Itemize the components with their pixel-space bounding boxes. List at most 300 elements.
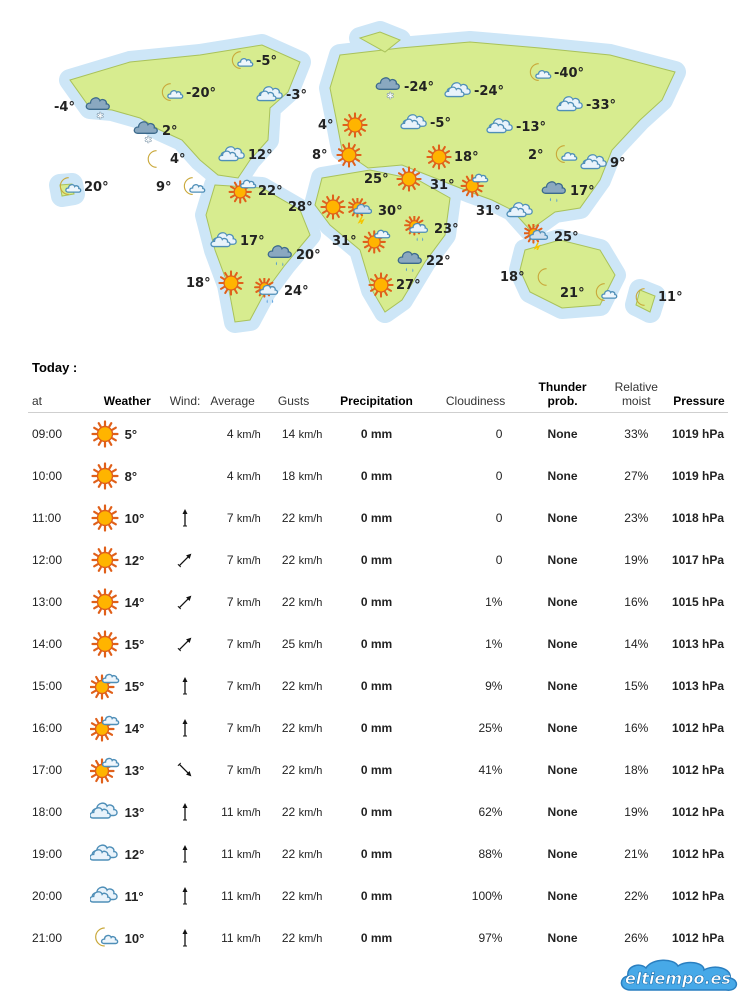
unit-kmh: km/h <box>236 765 261 777</box>
unit-kmh: km/h <box>236 681 261 693</box>
row-pressure: 1019 hPa <box>671 427 724 441</box>
row-cloudiness: 0 <box>495 553 503 567</box>
map-temperature-label: 4° <box>170 152 186 167</box>
map-weather-icon-moon-icon[interactable] <box>628 284 658 310</box>
map-temperature-label: 25° <box>554 230 579 245</box>
row-pressure: 1012 hPa <box>671 763 724 777</box>
wind-arrow-north-icon <box>168 707 203 749</box>
forecast-row <box>28 665 728 707</box>
forecast-row <box>28 707 728 749</box>
row-pressure: 1013 hPa <box>671 679 724 693</box>
map-weather-icon-moon-cloud-icon[interactable] <box>156 80 186 106</box>
cloud-icon <box>87 791 123 833</box>
map-temperature-label: 12° <box>248 148 273 163</box>
cloud-icon <box>87 875 123 917</box>
row-thunder-prob: None <box>547 805 578 819</box>
row-cloudiness: 97% <box>478 931 503 945</box>
wind-arrow-north-icon <box>168 665 203 707</box>
map-temperature-label: 18° <box>186 276 211 291</box>
row-gusts <box>263 917 325 959</box>
map-temperature-label: -3° <box>286 88 307 103</box>
row-average-wind <box>202 413 262 456</box>
map-weather-icon-sun-icon[interactable] <box>318 194 348 220</box>
unit-kmh: km/h <box>298 849 323 861</box>
row-temperature: 10° <box>124 930 145 946</box>
row-pressure: 1019 hPa <box>671 469 724 483</box>
map-temperature-label: -20° <box>186 86 216 101</box>
row-average-wind <box>202 623 262 665</box>
row-pressure: 1012 hPa <box>671 805 724 819</box>
map-weather-icon-snow-cloud-icon[interactable] <box>132 118 162 144</box>
gust-value: 22 <box>281 721 296 735</box>
map-weather-icon-sun-icon[interactable] <box>334 142 364 168</box>
map-temperature-label: -5° <box>256 54 277 69</box>
map-weather-icon-sun-icon[interactable] <box>340 112 370 138</box>
header-average: Average <box>202 376 262 413</box>
map-temperature-label: 2° <box>162 124 178 139</box>
row-precipitation: 0 mm <box>360 427 393 441</box>
row-pressure: 1012 hPa <box>671 931 724 945</box>
map-weather-icon-cloud-icon[interactable] <box>444 78 474 104</box>
unit-kmh: km/h <box>236 471 261 483</box>
unit-kmh: km/h <box>236 933 261 945</box>
map-temperature-label: 2° <box>528 148 544 163</box>
row-thunder-prob: None <box>547 469 578 483</box>
row-time: 14:00 <box>32 637 63 651</box>
row-relative-moist: 26% <box>624 931 649 945</box>
row-precipitation: 0 mm <box>360 595 393 609</box>
row-gusts <box>263 455 325 497</box>
row-cloudiness: 41% <box>478 763 503 777</box>
row-cloudiness: 0 <box>495 427 503 441</box>
map-temperature-label: 25° <box>364 172 389 187</box>
unit-kmh: km/h <box>298 933 323 945</box>
row-cloudiness: 0 <box>495 511 503 525</box>
wind-arrow-north-icon <box>168 791 203 833</box>
gust-value: 22 <box>281 931 296 945</box>
row-precipitation: 0 mm <box>360 763 393 777</box>
map-temperature-label: 21° <box>560 286 585 301</box>
average-wind-value: 11 <box>221 805 234 819</box>
sun-icon <box>87 539 123 581</box>
average-wind-value: 7 <box>226 637 234 651</box>
forecast-row <box>28 455 728 497</box>
header-precipitation: Precipitation <box>324 376 428 413</box>
row-temperature: 15° <box>124 636 145 652</box>
row-precipitation: 0 mm <box>360 679 393 693</box>
row-pressure: 1017 hPa <box>671 553 724 567</box>
row-gusts <box>263 623 325 665</box>
gust-value: 22 <box>281 679 296 693</box>
unit-kmh: km/h <box>298 891 323 903</box>
forecast-row <box>28 749 728 791</box>
gust-value: 22 <box>281 847 296 861</box>
row-precipitation: 0 mm <box>360 847 393 861</box>
row-cloudiness: 25% <box>478 721 503 735</box>
map-weather-icon-rain-cloud-icon[interactable] <box>540 178 570 204</box>
row-average-wind <box>202 875 262 917</box>
row-time: 17:00 <box>32 763 63 777</box>
row-gusts <box>263 749 325 791</box>
row-average-wind <box>202 917 262 959</box>
row-relative-moist: 18% <box>624 763 649 777</box>
row-pressure: 1012 hPa <box>671 847 724 861</box>
sun-cloud-icon <box>87 749 123 791</box>
sun-cloud-icon <box>87 665 123 707</box>
map-temperature-label: 24° <box>284 284 309 299</box>
gust-value: 22 <box>281 889 296 903</box>
row-thunder-prob: None <box>547 679 578 693</box>
row-cloudiness: 88% <box>478 847 503 861</box>
row-relative-moist: 16% <box>624 721 649 735</box>
map-weather-icon-sun-icon[interactable] <box>394 166 424 192</box>
map-temperature-label: 17° <box>240 234 265 249</box>
sun-icon <box>87 413 123 456</box>
svg-text:✱: ✱ <box>144 135 152 144</box>
row-pressure: 1012 hPa <box>671 721 724 735</box>
map-temperature-label: 20° <box>296 248 321 263</box>
header-thunder-prob: Thunder prob. <box>522 376 602 413</box>
row-thunder-prob: None <box>547 889 578 903</box>
row-relative-moist: 33% <box>624 427 649 441</box>
logo-text: eltiempo.es <box>625 969 731 988</box>
unit-kmh: km/h <box>236 597 261 609</box>
map-weather-icon-moon-cloud-icon[interactable] <box>178 174 208 200</box>
forecast-row <box>28 413 728 456</box>
row-thunder-prob: None <box>547 847 578 861</box>
unit-kmh: km/h <box>298 723 323 735</box>
row-relative-moist: 14% <box>624 637 649 651</box>
row-average-wind <box>202 539 262 581</box>
wind-arrow-none-icon <box>168 413 203 456</box>
unit-kmh: km/h <box>236 639 261 651</box>
map-weather-icon-rain-sun-icon[interactable] <box>404 216 434 242</box>
unit-kmh: km/h <box>236 429 261 441</box>
average-wind-value: 11 <box>221 931 234 945</box>
wind-arrow-north-east-icon <box>168 623 203 665</box>
world-weather-map[interactable] <box>0 0 750 350</box>
map-temperature-label: 9° <box>156 180 172 195</box>
row-average-wind <box>202 581 262 623</box>
map-temperature-label: -40° <box>554 66 584 81</box>
map-weather-icon-snow-cloud-icon[interactable] <box>84 94 114 120</box>
today-heading: Today : <box>32 360 78 375</box>
eltiempo-logo[interactable] <box>616 956 742 994</box>
average-wind-value: 7 <box>226 553 234 567</box>
map-temperature-label: 8° <box>312 148 328 163</box>
map-temperature-label: 31° <box>476 204 501 219</box>
row-average-wind <box>202 707 262 749</box>
unit-kmh: km/h <box>298 513 323 525</box>
sun-cloud-icon <box>87 707 123 749</box>
unit-kmh: km/h <box>298 681 323 693</box>
row-cloudiness: 100% <box>471 889 503 903</box>
row-gusts <box>263 539 325 581</box>
header-gusts: Gusts <box>263 376 325 413</box>
unit-kmh: km/h <box>298 807 323 819</box>
row-cloudiness: 0 <box>495 469 503 483</box>
gust-value: 22 <box>281 805 296 819</box>
row-time: 12:00 <box>32 553 63 567</box>
map-weather-icon-snow-cloud-icon[interactable] <box>374 74 404 100</box>
row-relative-moist: 21% <box>624 847 649 861</box>
map-temperature-label: 31° <box>430 178 455 193</box>
header-wind: Wind: <box>168 376 203 413</box>
sun-icon <box>87 581 123 623</box>
row-precipitation: 0 mm <box>360 805 393 819</box>
svg-text:✱: ✱ <box>96 111 104 120</box>
row-average-wind <box>202 749 262 791</box>
map-temperature-label: -5° <box>430 116 451 131</box>
map-temperature-label: -24° <box>474 84 504 99</box>
table-header-row <box>28 376 728 413</box>
row-relative-moist: 22% <box>624 889 649 903</box>
unit-kmh: km/h <box>298 765 323 777</box>
row-thunder-prob: None <box>547 427 578 441</box>
map-weather-icon-sun-cloud-icon[interactable] <box>228 178 258 204</box>
map-weather-icon-rain-cloud-icon[interactable] <box>396 248 426 274</box>
logo-cloud-graphic <box>616 956 742 994</box>
row-average-wind <box>202 665 262 707</box>
row-cloudiness: 9% <box>485 679 503 693</box>
row-temperature: 14° <box>124 720 145 736</box>
row-pressure: 1012 hPa <box>671 889 724 903</box>
map-weather-icon-cloud-icon[interactable] <box>556 92 586 118</box>
row-temperature: 12° <box>124 552 145 568</box>
gust-value: 14 <box>281 427 296 441</box>
row-time: 15:00 <box>32 679 63 693</box>
svg-text:✱: ✱ <box>386 91 394 100</box>
row-gusts <box>263 875 325 917</box>
sun-icon <box>87 455 123 497</box>
map-weather-icon-cloud-icon[interactable] <box>506 198 536 224</box>
cloud-icon <box>87 833 123 875</box>
row-precipitation: 0 mm <box>360 721 393 735</box>
map-temperature-label: -13° <box>516 120 546 135</box>
row-relative-moist: 15% <box>624 679 649 693</box>
map-weather-icon-rain-cloud-icon[interactable] <box>266 242 296 268</box>
map-weather-icon-moon-cloud-icon[interactable] <box>550 142 580 168</box>
row-thunder-prob: None <box>547 763 578 777</box>
header-pressure: Pressure <box>670 376 728 413</box>
header-at: at <box>28 376 87 413</box>
map-temperature-label: 17° <box>570 184 595 199</box>
row-time: 10:00 <box>32 469 63 483</box>
forecast-row <box>28 875 728 917</box>
row-precipitation: 0 mm <box>360 889 393 903</box>
map-temperature-label: 27° <box>396 278 421 293</box>
average-wind-value: 7 <box>226 511 234 525</box>
row-temperature: 13° <box>124 762 145 778</box>
forecast-row <box>28 623 728 665</box>
map-weather-icon-cloud-icon[interactable] <box>210 228 240 254</box>
map-weather-icon-moon-cloud-icon[interactable] <box>590 280 620 306</box>
row-precipitation: 0 mm <box>360 553 393 567</box>
row-gusts <box>263 497 325 539</box>
wind-arrow-north-icon <box>168 497 203 539</box>
row-pressure: 1018 hPa <box>671 511 724 525</box>
unit-kmh: km/h <box>298 471 323 483</box>
row-relative-moist: 16% <box>624 595 649 609</box>
row-time: 19:00 <box>32 847 63 861</box>
row-average-wind <box>202 791 262 833</box>
row-average-wind <box>202 497 262 539</box>
row-precipitation: 0 mm <box>360 931 393 945</box>
gust-value: 22 <box>281 553 296 567</box>
row-precipitation: 0 mm <box>360 469 393 483</box>
map-temperature-label: 22° <box>258 184 283 199</box>
row-gusts <box>263 791 325 833</box>
map-temperature-label: 23° <box>434 222 459 237</box>
row-relative-moist: 27% <box>624 469 649 483</box>
wind-arrow-north-icon <box>168 833 203 875</box>
row-temperature: 15° <box>124 678 145 694</box>
forecast-row <box>28 791 728 833</box>
gust-value: 22 <box>281 511 296 525</box>
row-cloudiness: 62% <box>478 805 503 819</box>
map-weather-icon-moon-cloud-icon[interactable] <box>226 48 256 74</box>
row-precipitation: 0 mm <box>360 511 393 525</box>
map-weather-icon-sun-icon[interactable] <box>424 144 454 170</box>
wind-arrow-north-icon <box>168 917 203 959</box>
unit-kmh: km/h <box>236 723 261 735</box>
unit-kmh: km/h <box>236 849 261 861</box>
average-wind-value: 7 <box>226 763 234 777</box>
average-wind-value: 7 <box>226 721 234 735</box>
sun-icon <box>87 623 123 665</box>
wind-arrow-south-east-icon <box>168 749 203 791</box>
map-weather-icon-sun-cloud-icon[interactable] <box>460 172 490 198</box>
map-weather-icon-moon-cloud-icon[interactable] <box>54 174 84 200</box>
row-temperature: 10° <box>124 510 145 526</box>
row-gusts <box>263 707 325 749</box>
map-temperature-label: -24° <box>404 80 434 95</box>
forecast-row <box>28 539 728 581</box>
row-gusts <box>263 413 325 456</box>
row-pressure: 1015 hPa <box>671 595 724 609</box>
average-wind-value: 7 <box>226 595 234 609</box>
unit-kmh: km/h <box>236 555 261 567</box>
wind-arrow-north-east-icon <box>168 539 203 581</box>
map-weather-icon-cloud-icon[interactable] <box>218 142 248 168</box>
map-temperature-label: 4° <box>318 118 334 133</box>
map-weather-icon-moon-icon[interactable] <box>140 146 170 172</box>
unit-kmh: km/h <box>298 429 323 441</box>
gust-value: 18 <box>281 469 296 483</box>
average-wind-value: 11 <box>221 889 234 903</box>
hourly-forecast-table <box>28 376 728 959</box>
unit-kmh: km/h <box>236 891 261 903</box>
map-weather-icon-sun-icon[interactable] <box>366 272 396 298</box>
row-time: 13:00 <box>32 595 63 609</box>
map-weather-icon-cloud-icon[interactable] <box>256 82 286 108</box>
row-relative-moist: 19% <box>624 553 649 567</box>
unit-kmh: km/h <box>236 807 261 819</box>
row-thunder-prob: None <box>547 721 578 735</box>
wind-arrow-none-icon <box>168 455 203 497</box>
map-temperature-label: 28° <box>288 200 313 215</box>
map-weather-icon-rain-sun-icon[interactable] <box>254 278 284 304</box>
map-weather-icon-moon-icon[interactable] <box>530 264 560 290</box>
forecast-row <box>28 497 728 539</box>
row-thunder-prob: None <box>547 637 578 651</box>
gust-value: 22 <box>281 763 296 777</box>
sun-icon <box>87 497 123 539</box>
average-wind-value: 11 <box>221 847 234 861</box>
map-temperature-label: 30° <box>378 204 403 219</box>
row-time: 09:00 <box>32 427 63 441</box>
moon-cloud-icon <box>87 917 123 959</box>
row-thunder-prob: None <box>547 595 578 609</box>
row-temperature: 5° <box>124 426 138 442</box>
map-weather-icon-cloud-icon[interactable] <box>580 150 610 176</box>
row-pressure: 1013 hPa <box>671 637 724 651</box>
gust-value: 22 <box>281 595 296 609</box>
average-wind-value: 4 <box>226 469 234 483</box>
row-temperature: 12° <box>124 846 145 862</box>
row-gusts <box>263 833 325 875</box>
map-temperature-label: 31° <box>332 234 357 249</box>
wind-arrow-north-icon <box>168 875 203 917</box>
map-weather-icon-sun-cloud-icon[interactable] <box>362 228 392 254</box>
row-time: 21:00 <box>32 931 63 945</box>
map-temperature-label: 18° <box>500 270 525 285</box>
header-relative-moist: Relative moist <box>603 376 670 413</box>
row-temperature: 11° <box>124 888 144 904</box>
map-temperature-label: 22° <box>426 254 451 269</box>
map-weather-icon-sun-icon[interactable] <box>216 270 246 296</box>
average-wind-value: 4 <box>226 427 234 441</box>
unit-kmh: km/h <box>298 639 323 651</box>
wind-arrow-north-east-icon <box>168 581 203 623</box>
row-time: 20:00 <box>32 889 63 903</box>
map-weather-icon-storm-icon[interactable] <box>348 198 378 224</box>
header-cloudiness: Cloudiness <box>429 376 523 413</box>
row-gusts <box>263 581 325 623</box>
row-thunder-prob: None <box>547 553 578 567</box>
map-weather-icon-cloud-icon[interactable] <box>486 114 516 140</box>
unit-kmh: km/h <box>236 513 261 525</box>
forecast-row <box>28 917 728 959</box>
header-weather: Weather <box>87 376 168 413</box>
forecast-row <box>28 833 728 875</box>
unit-kmh: km/h <box>298 597 323 609</box>
row-time: 16:00 <box>32 721 63 735</box>
row-relative-moist: 23% <box>624 511 649 525</box>
map-temperature-label: 11° <box>658 290 683 305</box>
row-average-wind <box>202 455 262 497</box>
map-weather-icon-storm-icon[interactable] <box>524 224 554 250</box>
row-thunder-prob: None <box>547 511 578 525</box>
map-weather-icon-cloud-icon[interactable] <box>400 110 430 136</box>
map-temperature-label: -33° <box>586 98 616 113</box>
row-temperature: 8° <box>124 468 138 484</box>
row-gusts <box>263 665 325 707</box>
map-temperature-label: 18° <box>454 150 479 165</box>
row-cloudiness: 1% <box>485 595 503 609</box>
average-wind-value: 7 <box>226 679 234 693</box>
row-relative-moist: 19% <box>624 805 649 819</box>
row-thunder-prob: None <box>547 931 578 945</box>
row-temperature: 13° <box>124 804 145 820</box>
map-temperature-label: 20° <box>84 180 109 195</box>
row-average-wind <box>202 833 262 875</box>
map-temperature-label: -4° <box>54 100 75 115</box>
unit-kmh: km/h <box>298 555 323 567</box>
row-time: 18:00 <box>32 805 63 819</box>
map-weather-icon-moon-cloud-icon[interactable] <box>524 60 554 86</box>
forecast-row <box>28 581 728 623</box>
